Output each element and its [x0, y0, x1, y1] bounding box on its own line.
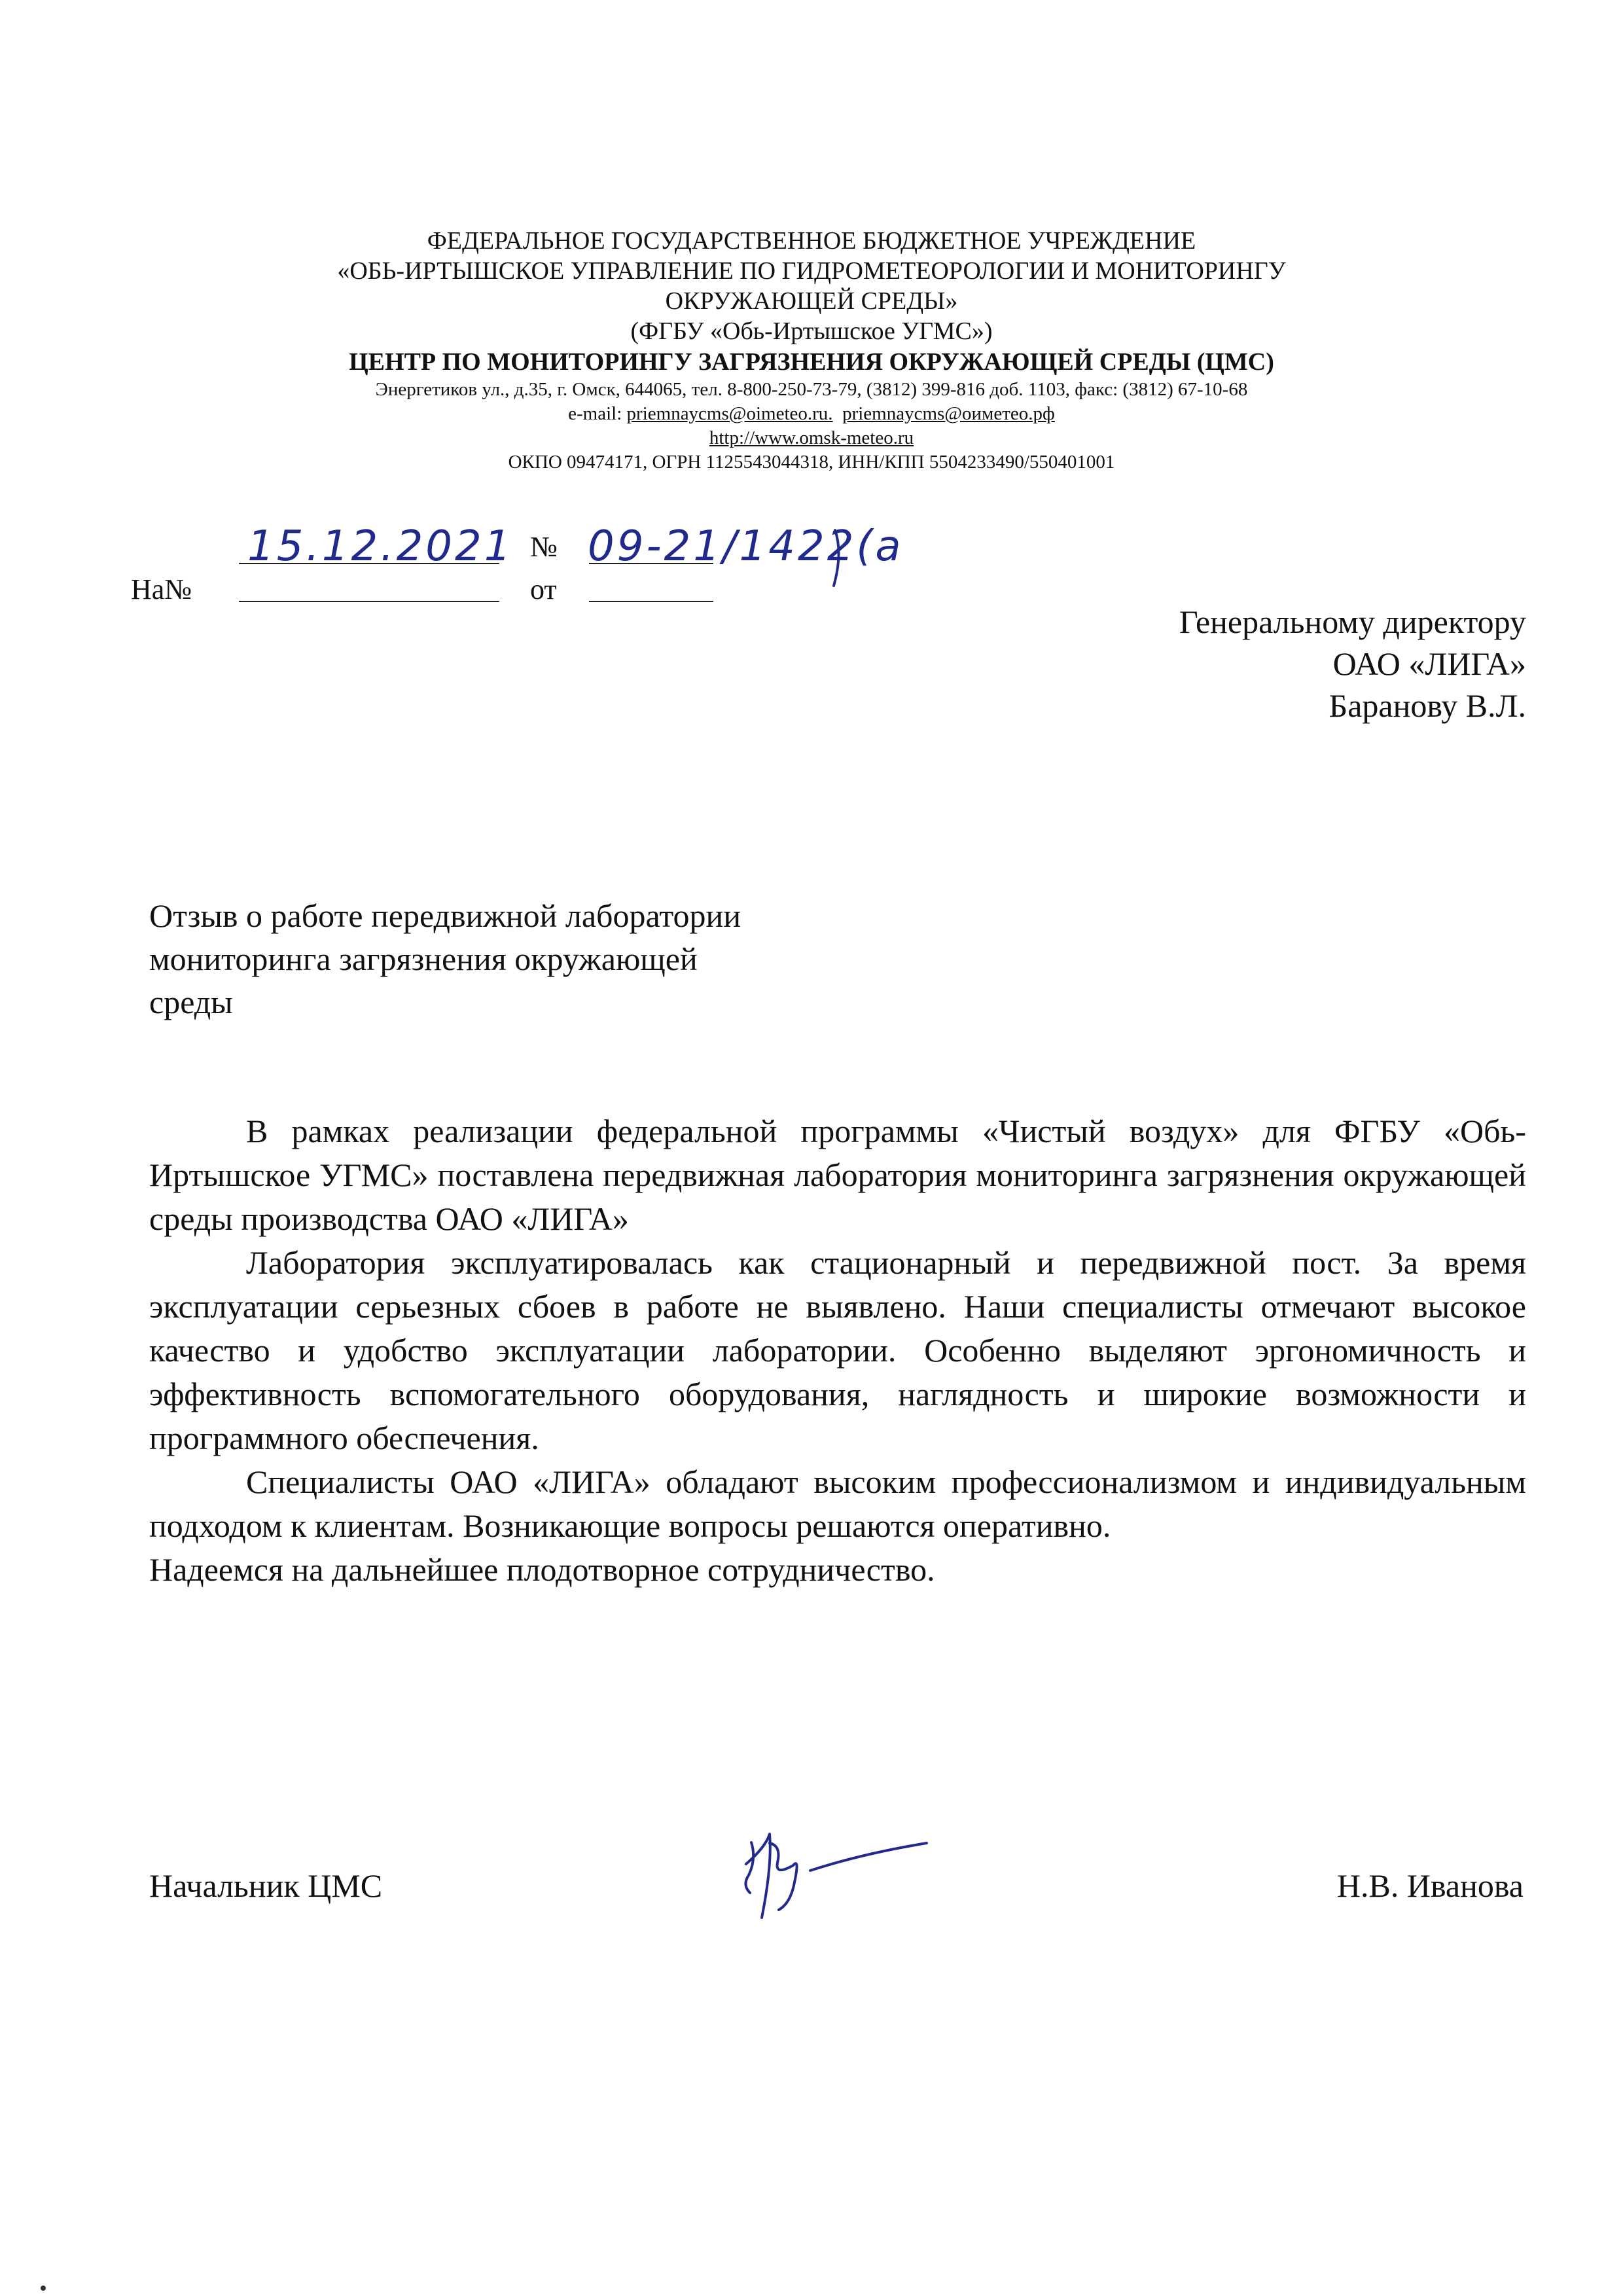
on-no-label: На№: [131, 573, 192, 605]
number-symbol: №: [530, 531, 558, 563]
handwritten-paren-mark: [830, 527, 856, 589]
org-name-line-1: ФЕДЕРАЛЬНОЕ ГОСУДАРСТВЕННОЕ БЮДЖЕТНОЕ УЧРЕЖДЕНИЕ: [427, 227, 1196, 255]
body-paragraph-4: Надеемся на дальнейшее плодотворное сотрудничество.: [149, 1551, 935, 1588]
letterhead: [0, 226, 1623, 475]
ref-date-line: [589, 601, 713, 602]
signatory-position: Начальник ЦМС: [149, 1867, 383, 1904]
subject-line-1: Отзыв о работе передвижной лаборатории: [149, 897, 741, 934]
handwritten-date: 15.12.2021: [247, 522, 514, 571]
addressee-title: Генеральному директору: [1179, 603, 1526, 640]
body-paragraph-3: Специалисты ОАО «ЛИГА» обладают высоким профессионализмом и индивидуальным подходом к клиентам. Возникающие вопросы решаются оперативно.: [149, 1463, 1526, 1544]
org-name-line-3: ОКРУЖАЮЩЕЙ СРЕДЫ»: [665, 287, 958, 315]
org-short-name: (ФГБУ «Обь-Иртышское УГМС»): [630, 317, 993, 345]
signatory-name: Н.В. Иванова: [1336, 1867, 1524, 1904]
body-paragraph-1: В рамках реализации федеральной программы «Чистый воздух» для ФГБУ «Обь-Иртышское УГМС» поставлена передвижная лаборатория мониторинга загрязнения окружающей среды производства ОАО «ЛИГА»: [149, 1113, 1526, 1237]
org-address: Энергетиков ул., д.35, г. Омск, 644065, тел. 8-800-250-73-79, (3812) 399-816 доб. 1103, факс: (3812) 67-10-68: [375, 379, 1248, 400]
addressee-block: [1179, 601, 1526, 726]
handwritten-number: 09-21/1422(а: [588, 522, 904, 571]
org-name-line-2: «ОБЬ-ИРТЫШСКОЕ УПРАВЛЕНИЕ ПО ГИДРОМЕТЕОРОЛОГИИ И МОНИТОРИНГУ: [337, 257, 1286, 285]
email-label: e-mail:: [568, 403, 622, 424]
ref-number-line: [239, 601, 499, 602]
handwritten-signature: [732, 1820, 954, 1931]
subject-line-2: мониторинга загрязнения окружающей: [149, 941, 698, 977]
website-line: [0, 426, 1623, 450]
email-line: [0, 402, 1623, 426]
registry-codes: ОКПО 09474171, ОГРН 1125543044318, ИНН/КПП 5504233490/550401001: [508, 452, 1115, 473]
number-underline: [589, 563, 713, 564]
email-link-1[interactable]: priemnaycms@oimeteo.ru.: [626, 403, 833, 424]
letter-subject: [149, 894, 741, 1024]
email-link-2[interactable]: priemnaycms@оиметео.рф: [842, 403, 1055, 424]
addressee-company: ОАО «ЛИГА»: [1332, 645, 1526, 682]
letter-body: [149, 1109, 1526, 1592]
scan-speck: [41, 2286, 46, 2291]
addressee-name: Баранову В.Л.: [1329, 687, 1526, 724]
website-link[interactable]: http://www.omsk-meteo.ru: [709, 427, 914, 448]
body-paragraph-2: Лаборатория эксплуатировалась как стационарный и передвижной пост. За время эксплуатации серьезных сбоев в работе не выявлено. Наши специалисты отмечают высокое качество и удобство эксплуатации лаборатории. Особенно выделяют эргономичность и эффективность вспомогательного оборудования, наглядность и широкие возможности и программного обеспечения.: [149, 1244, 1526, 1456]
from-label: от: [530, 573, 557, 605]
subject-line-3: среды: [149, 984, 233, 1020]
center-name: ЦЕНТР ПО МОНИТОРИНГУ ЗАГРЯЗНЕНИЯ ОКРУЖАЮЩЕЙ СРЕДЫ (ЦМС): [349, 348, 1274, 376]
date-underline: [239, 563, 499, 564]
